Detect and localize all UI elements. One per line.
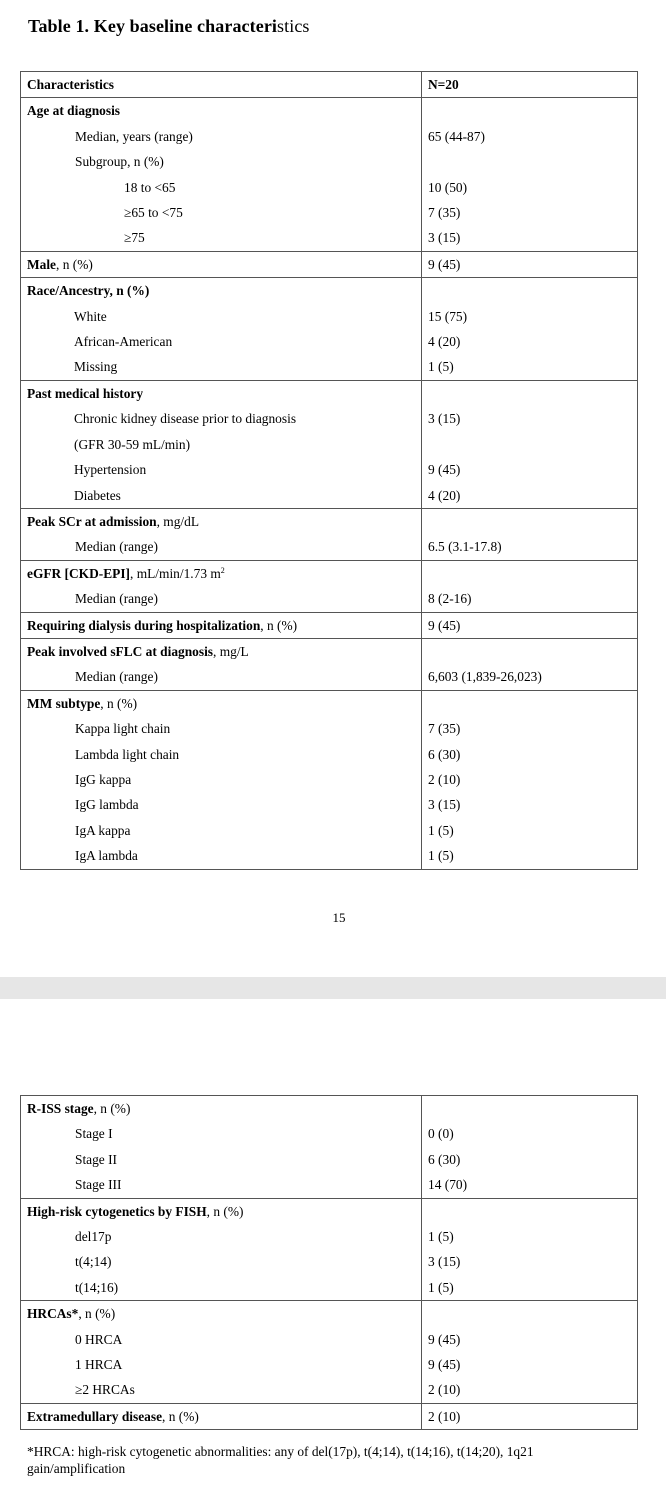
row-value: 1 (5) (422, 818, 638, 843)
table-row (21, 1352, 638, 1377)
section-heading: Extramedullary disease, n (%) (21, 1403, 422, 1429)
row-label: Kappa light chain (21, 716, 422, 741)
row-label: Median, years (range) (21, 124, 422, 149)
row-label: White (21, 304, 422, 329)
row-value: 15 (75) (422, 304, 638, 329)
row-label: Median (range) (21, 664, 422, 690)
section-heading: R-ISS stage, n (%) (21, 1096, 422, 1122)
row-label: 1 HRCA (21, 1352, 422, 1377)
row-value: 1 (5) (422, 843, 638, 869)
row-label: Median (range) (21, 534, 422, 560)
row-label: t(14;16) (21, 1275, 422, 1301)
page-break-divider (0, 977, 666, 999)
table-row (21, 586, 638, 612)
section-heading: Age at diagnosis (21, 98, 422, 124)
row-value: 6.5 (3.1-17.8) (422, 534, 638, 560)
row-value: 65 (44-87) (422, 124, 638, 149)
table-row (21, 329, 638, 354)
row-value: 2 (10) (422, 1377, 638, 1403)
row-value: 3 (15) (422, 406, 638, 431)
table-row (21, 1224, 638, 1249)
table-row (21, 1327, 638, 1352)
section-heading: eGFR [CKD-EPI], mL/min/1.73 $m^2$ (21, 560, 422, 586)
header-characteristics: Characteristics (21, 72, 422, 98)
row-value: 0 (0) (422, 1121, 638, 1146)
row-value: 6 (30) (422, 1147, 638, 1172)
header-n: N=20 (422, 72, 638, 98)
section-heading: Race/Ancestry, n (%) (21, 278, 422, 304)
table-row (21, 742, 638, 767)
table-row (21, 1121, 638, 1146)
table-row (21, 1377, 638, 1403)
page-number: 15 (332, 910, 346, 925)
row-label: Missing (21, 354, 422, 380)
row-value: 7 (35) (422, 200, 638, 225)
table-row (21, 406, 638, 431)
table-row (21, 175, 638, 200)
table-row (21, 380, 638, 406)
row-label: ≥65 to <75 (21, 200, 422, 225)
row-label: IgG lambda (21, 792, 422, 817)
row-label: 0 HRCA (21, 1327, 422, 1352)
row-label: Stage III (21, 1172, 422, 1198)
table-row (21, 560, 638, 586)
table-row (21, 818, 638, 843)
row-value: 9 (45) (422, 612, 638, 638)
table-row (21, 1096, 638, 1122)
row-value: 3 (15) (422, 1249, 638, 1274)
row-value: 3 (15) (422, 225, 638, 251)
table-row (21, 1249, 638, 1274)
row-label: Stage II (21, 1147, 422, 1172)
table-row (21, 124, 638, 149)
table-row (21, 1172, 638, 1198)
row-value: 9 (45) (422, 1327, 638, 1352)
table-row (21, 304, 638, 329)
row-value: 8 (2-16) (422, 586, 638, 612)
table-row (21, 612, 638, 638)
section-heading: Male, n (%) (21, 251, 422, 277)
row-label: Stage I (21, 1121, 422, 1146)
row-value: 14 (70) (422, 1172, 638, 1198)
table-row (21, 534, 638, 560)
table-row (21, 767, 638, 792)
baseline-characteristics-table-continued (20, 1095, 638, 1430)
table-row (21, 225, 638, 251)
table-row (21, 354, 638, 380)
row-value: 4 (20) (422, 329, 638, 354)
table-row (21, 716, 638, 741)
row-label: Diabetes (21, 483, 422, 509)
table-row (21, 1147, 638, 1172)
row-value: 9 (45) (422, 251, 638, 277)
table-row (21, 1301, 638, 1327)
row-value: 9 (45) (422, 1352, 638, 1377)
row-label: Median (range) (21, 586, 422, 612)
baseline-characteristics-table (20, 71, 638, 870)
table-row (21, 98, 638, 124)
row-label: ≥2 HRCAs (21, 1377, 422, 1403)
section-heading: High-risk cytogenetics by FISH, n (%) (21, 1198, 422, 1224)
table-row (21, 149, 638, 174)
row-label: del17p (21, 1224, 422, 1249)
section-heading: Peak involved sFLC at diagnosis, mg/L (21, 638, 422, 664)
row-value: 6 (30) (422, 742, 638, 767)
table-header-row (21, 72, 638, 98)
row-label: t(4;14) (21, 1249, 422, 1274)
section-heading: HRCAs*, n (%) (21, 1301, 422, 1327)
table-row (21, 200, 638, 225)
table-footnote: *HRCA: high-risk cytogenetic abnormalities: any of del(17p), t(4;14), t(14;16), t(14;20), 1q21 gain/amplification (27, 1444, 534, 1476)
table-row (21, 638, 638, 664)
table-row (21, 792, 638, 817)
row-label: IgG kappa (21, 767, 422, 792)
table-row (21, 457, 638, 482)
table-row (21, 1198, 638, 1224)
row-label: Lambda light chain (21, 742, 422, 767)
row-value: 3 (15) (422, 792, 638, 817)
row-value: 2 (10) (422, 767, 638, 792)
table-row (21, 278, 638, 304)
table-row (21, 1275, 638, 1301)
table-row (21, 508, 638, 534)
table-row (21, 251, 638, 277)
row-label: Chronic kidney disease prior to diagnosis (21, 406, 422, 431)
row-value: 2 (10) (422, 1403, 638, 1429)
table-row (21, 1403, 638, 1429)
section-heading: Peak SCr at admission, mg/dL (21, 508, 422, 534)
section-heading: MM subtype, n (%) (21, 690, 422, 716)
row-value: 9 (45) (422, 457, 638, 482)
row-value: 10 (50) (422, 175, 638, 200)
table-row (21, 843, 638, 869)
row-value: 1 (5) (422, 1275, 638, 1301)
row-label: African-American (21, 329, 422, 354)
row-value: 4 (20) (422, 483, 638, 509)
row-value: 7 (35) (422, 716, 638, 741)
table-row (21, 664, 638, 690)
section-heading: Past medical history (21, 380, 422, 406)
row-label: ≥75 (21, 225, 422, 251)
table-row (21, 483, 638, 509)
row-label: 18 to <65 (21, 175, 422, 200)
row-label: Subgroup, n (%) (21, 149, 422, 174)
table-row (21, 432, 638, 457)
section-heading: Requiring dialysis during hospitalization, n (%) (21, 612, 422, 638)
row-value: 1 (5) (422, 1224, 638, 1249)
table-title: Table 1. Key baseline characteristics (28, 16, 310, 36)
table-row (21, 690, 638, 716)
row-label: IgA kappa (21, 818, 422, 843)
row-label: IgA lambda (21, 843, 422, 869)
row-label: Hypertension (21, 457, 422, 482)
row-value: 1 (5) (422, 354, 638, 380)
row-value: 6,603 (1,839-26,023) (422, 664, 638, 690)
row-label: (GFR 30-59 mL/min) (21, 432, 422, 457)
